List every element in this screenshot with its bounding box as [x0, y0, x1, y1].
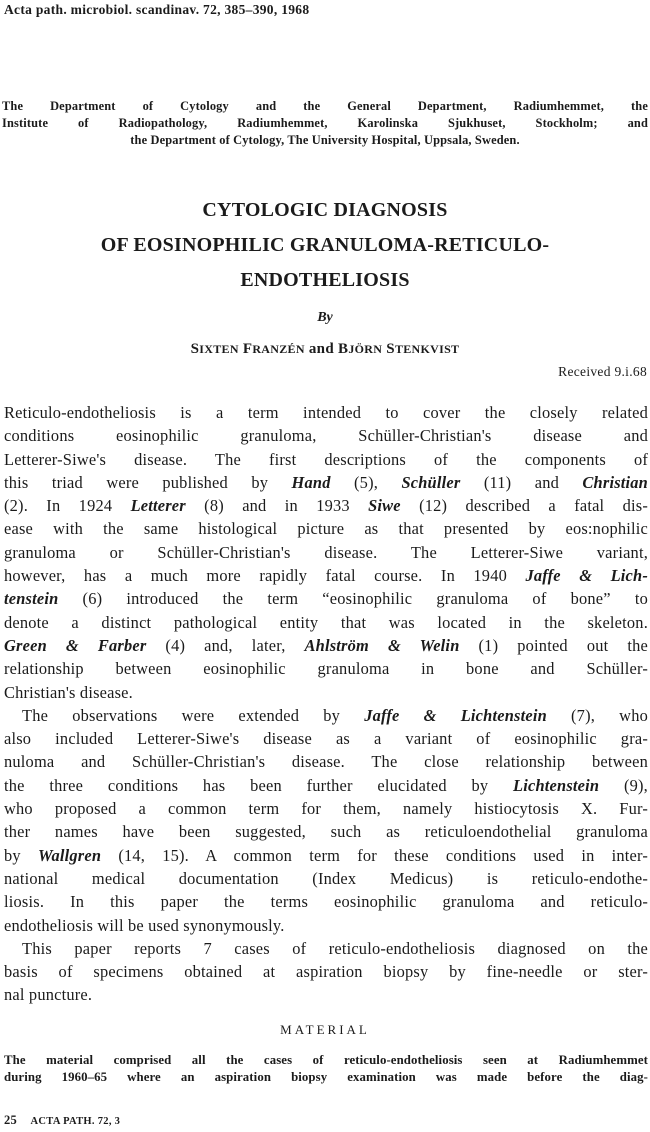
title-line: ENDOTHELIOSIS: [240, 269, 410, 291]
body-line: [4, 587, 648, 610]
body-line: basis of specimens obtained at aspiration biopsy by fine-needle or ster-: [4, 962, 648, 982]
text-run: this triad were published by: [4, 472, 292, 492]
citation-author: Jaffe & Lich-: [525, 566, 649, 586]
body-line: ther names have been suggested, such as reticuloendothelial granuloma: [4, 822, 648, 842]
title-line: OF EOSINOPHILIC GRANULOMA-RETICULO-: [100, 234, 550, 256]
author-initial: S: [190, 341, 200, 357]
body-line: [4, 634, 648, 657]
body-line: [4, 774, 648, 797]
text-run: (11) and: [460, 472, 583, 492]
material-line: The material comprised all the cases of reticulo-endotheliosis seen at Radiumhemmet: [4, 1053, 648, 1067]
author-name-part: JÖRN: [348, 342, 383, 356]
body-line: [4, 494, 648, 517]
body-line: national medical documentation (Index Medicus) is reticulo-endothe-: [4, 868, 648, 888]
author-names: [0, 341, 650, 358]
body-line: [4, 564, 648, 587]
author-affiliation: [2, 98, 648, 149]
body-line: [4, 471, 648, 494]
body-line: This paper reports 7 cases of reticulo-endotheliosis diagnosed on the: [22, 938, 648, 958]
author-name-part: IXTEN: [199, 342, 239, 356]
author-sixten-franzen: [191, 341, 305, 357]
byline-by: By: [317, 310, 333, 325]
text-run: (6) introduced the term “eosinophilic granuloma of bone” to: [58, 589, 648, 609]
text-run: by: [4, 845, 38, 865]
body-line: ease with the same histological picture as that presented by eos:nophilic: [4, 519, 648, 539]
title-line: CYTOLOGIC DIAGNOSIS: [202, 199, 448, 221]
text-run: (4) and, later,: [146, 635, 305, 655]
affiliation-line: The Department of Cytology and the General Department, Radiumhemmet, the: [2, 99, 648, 113]
material-text: [4, 1052, 648, 1086]
body-line: [4, 844, 648, 867]
citation-author: Wallgren: [37, 845, 102, 865]
author-name-part: RANZÉN: [252, 342, 305, 356]
page-number: 25: [4, 1113, 18, 1127]
received-date: Received 9.i.68: [558, 364, 647, 379]
paper-title: [0, 193, 650, 298]
page-footer: [4, 1113, 120, 1128]
text-run: (7), who: [546, 705, 648, 725]
body-line: who proposed a common term for them, namely histiocytosis X. Fur-: [4, 799, 648, 819]
footer-journal: ACTA PATH. 72, 3: [30, 1116, 121, 1127]
text-run: however, has a much more rapidly fatal course. In 1940: [4, 566, 526, 586]
author-initial: S: [386, 341, 395, 357]
body-line: Letterer-Siwe's disease. The first descriptions of the components of: [4, 449, 648, 469]
author-initial: B: [338, 341, 349, 357]
citation-author: Siwe: [368, 496, 401, 516]
body-line: Christian's disease.: [4, 682, 133, 702]
citation-author: tenstein: [4, 589, 59, 609]
body-line: granuloma or Schüller-Christian's disease. The Letterer-Siwe variant,: [4, 542, 648, 562]
body-line: nal puncture.: [4, 985, 93, 1005]
body-line: Reticulo-endotheliosis is a term intended to cover the closely related: [4, 403, 648, 422]
citation-author: Schüller: [401, 472, 461, 492]
journal-reference: Acta path. microbiol. scandinav. 72, 385–390, 1968: [4, 2, 310, 17]
body-text: [4, 401, 648, 1007]
affiliation-line: the Department of Cytology, The University Hospital, Uppsala, Sweden.: [130, 133, 520, 147]
citation-author: Lichtenstein: [513, 775, 600, 795]
text-run: (2). In 1924: [4, 496, 131, 516]
text-run: (8) and in 1933: [185, 496, 369, 516]
body-line: [4, 704, 648, 727]
citation-author: Hand: [291, 472, 331, 492]
body-line: denote a distinct pathological entity that was located in the skeleton.: [4, 612, 648, 632]
author-bjorn-stenkvist: [338, 341, 459, 357]
text-run: (1) pointed out the: [459, 635, 649, 655]
body-line: also included Letterer-Siwe's disease as a variant of eosinophilic gra-: [4, 729, 648, 749]
text-run: (9),: [599, 775, 648, 795]
body-line: nuloma and Schüller-Christian's disease. The close relationship between: [4, 752, 648, 772]
body-line: liosis. In this paper the terms eosinophilic granuloma and reticulo-: [4, 892, 648, 912]
material-line: during 1960–65 where an aspiration biopsy examination was made before the diag-: [4, 1070, 648, 1084]
citation-author: Christian: [582, 472, 648, 492]
affiliation-line: Institute of Radiopathology, Radiumhemmet, Karolinska Sjukhuset, Stockholm; and: [2, 116, 648, 130]
section-heading-material: MATERIAL: [280, 1022, 370, 1037]
body-line: conditions eosinophilic granuloma, Schüller-Christian's disease and: [4, 426, 648, 446]
text-run: the three conditions has been further elucidated by: [4, 775, 514, 795]
author-conjunction: and: [308, 341, 334, 357]
text-run: (12) described a fatal dis-: [400, 496, 648, 516]
author-initial: F: [242, 341, 253, 357]
citation-author: Ahlström & Welin: [304, 635, 460, 655]
text-run: (14, 15). A common term for these conditions used in inter-: [101, 845, 648, 865]
text-run: (5),: [330, 472, 402, 492]
text-run: The observations were extended by: [22, 705, 365, 725]
body-line: endotheliosis will be used synonymously.: [4, 915, 285, 935]
author-name-part: TENKVIST: [394, 342, 460, 356]
citation-author: Green & Farber: [4, 635, 147, 655]
citation-author: Jaffe & Lichtenstein: [364, 705, 547, 725]
citation-author: Letterer: [130, 496, 186, 516]
body-line: relationship between eosinophilic granuloma in bone and Schüller-: [4, 659, 648, 679]
